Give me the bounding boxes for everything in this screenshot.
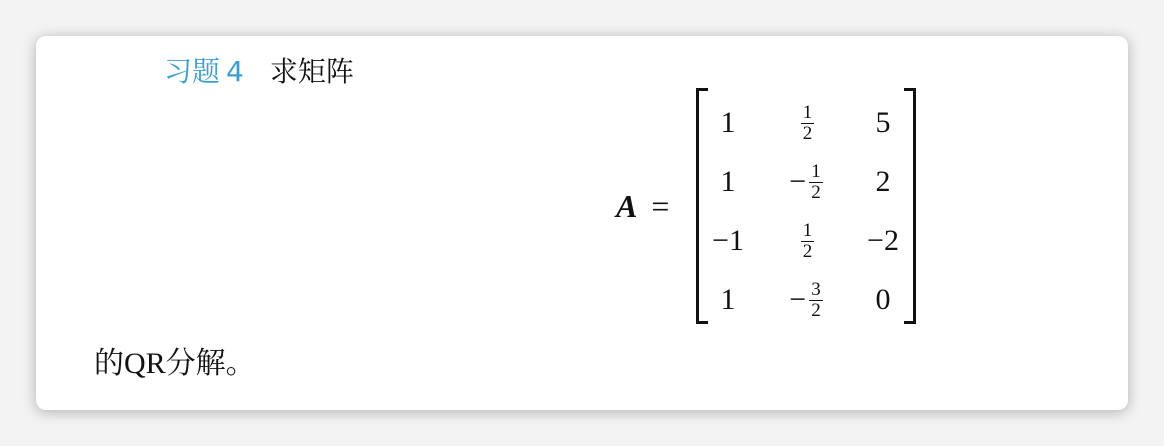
matrix-cell-r0-c0: 1: [720, 106, 736, 139]
fraction-sign: −: [789, 283, 807, 316]
matrix-cell-r0-c2: 5: [875, 106, 891, 139]
exercise-instruction: 求矩阵: [269, 55, 354, 88]
left-bracket: [696, 88, 708, 324]
exercise-number: 4: [226, 55, 244, 88]
matrix-cell-r3-c2: 0: [875, 283, 891, 316]
fraction: [801, 103, 815, 144]
fraction-sign: −: [789, 165, 807, 198]
fraction-numerator: 1: [802, 101, 813, 123]
matrix-cell-r1-c1: [776, 153, 836, 211]
fraction-denominator: 2: [802, 122, 813, 144]
matrix-cell-r1-c0: 1: [720, 165, 736, 198]
matrix-cell-r2-c0: −1: [712, 224, 744, 257]
matrix-cell-r3-c0: 1: [720, 283, 736, 316]
matrix: [708, 94, 904, 322]
exercise-card: [36, 36, 1128, 410]
fraction: [809, 162, 823, 203]
fraction-numerator: 3: [811, 278, 821, 300]
equation-lhs: [616, 182, 669, 230]
matrix-cell-r3-c1: [776, 271, 836, 329]
matrix-variable: A: [616, 188, 638, 224]
fraction-numerator: 1: [802, 219, 813, 241]
fraction-numerator: 1: [811, 160, 821, 182]
fraction-denominator: 2: [811, 181, 821, 203]
fraction-denominator: 2: [811, 299, 821, 321]
matrix-cell-r2-c1: [776, 212, 836, 270]
equals-sign: =: [651, 188, 670, 224]
matrix-cell-r1-c2: 2: [875, 165, 891, 198]
exercise-footer: 的QR分解。: [94, 347, 256, 380]
fraction-denominator: 2: [802, 240, 813, 262]
matrix-cell-r0-c1: [776, 94, 836, 152]
matrix-cell-r2-c2: −2: [867, 224, 899, 257]
exercise-label: 习题: [164, 55, 221, 88]
exercise-heading: [164, 52, 354, 92]
fraction: [801, 221, 815, 262]
fraction: [809, 280, 823, 321]
